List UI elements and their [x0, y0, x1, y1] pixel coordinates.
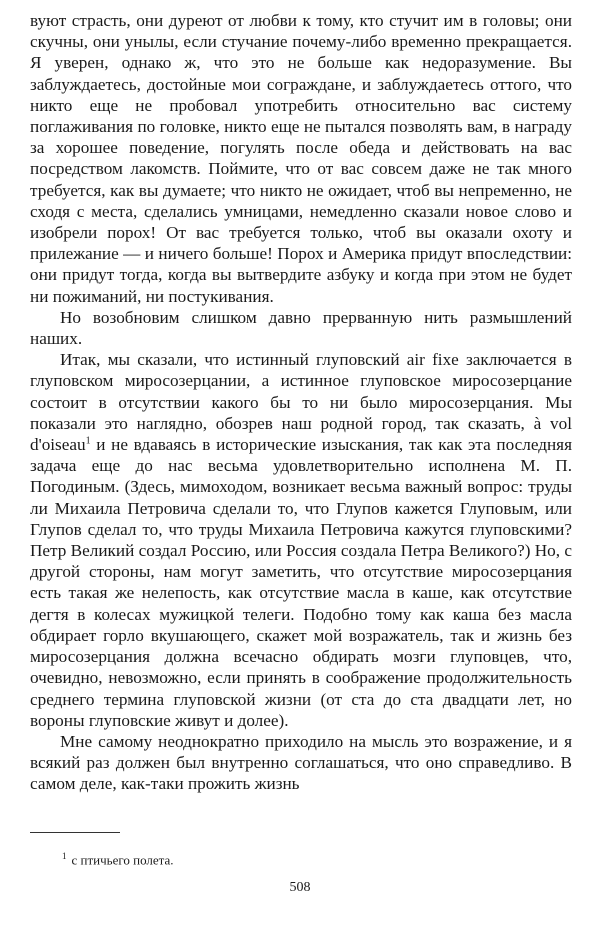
footnote-divider [30, 832, 120, 833]
paragraph-2: Но возобновим слишком давно прерванную нить размышлений наших. [30, 307, 572, 349]
footnote-reference: 1 [85, 435, 91, 447]
paragraph-3-text-start: Итак, мы сказали, что истинный глуповский air fixe заключается в глуповском миросозерцании, а истинное глуповское миросозерцание состоит в отсутствии какого бы то ни было миросозерцания. Мы показали это наглядно, обозрев наш родной город, так сказать, à vol d'oiseau [30, 350, 572, 455]
page-body [30, 10, 572, 795]
footnote-number: 1 [62, 851, 67, 861]
paragraph-3 [30, 349, 572, 731]
footnote [62, 848, 174, 868]
footnote-text: с птичьего полета. [71, 852, 174, 868]
page-number: 508 [289, 880, 311, 895]
paragraph-3-text-end: и не вдаваясь в исторические изыскания, так как эта последняя задача еще до нас весьма удовлетворительно исполнена М. П. Погодиным. (Здесь, мимоходом, возникает весьма важный вопрос: труды ли Михаила Петровича сделали то, что Глупов кажется Глуповым, или Глупов сделал то, что труды Михаила Петровича кажутся глуповскими? Петр Великий создал Россию, или Россия создала Петра Великого?) Но, с другой стороны, нам могут заметить, что отсутствие миросозерцания есть такая же нелепость, как отсутствие масла в каше, как отсутствие дегтя в колесах мужицкой телеги. Подобно тому как каша без масла обдирает горло вкушающего, скажет мой возражатель, так и жизнь без миросозерцания должна всечасно обдирать мозги глуповцев, что, очевидно, невозможно, если принять в соображение продолжительность среднего термина глуповской жизни (от ста до ста двадцати лет, но вороны глуповские живут и долее). [30, 435, 572, 730]
paragraph-1: вуют страсть, они дуреют от любви к тому, кто стучит им в головы; они скучны, они унылы, если стучание почему-либо временно прекращается. Я уверен, однако ж, что это не больше как недоразумение. Вы заблуждаетесь, достойные мои сограждане, и заблуждаетесь оттого, что никто еще не пробовал употребить относительно вас систему поглаживания по головке, никто еще не пытался позволять вам, в награду за хорошее поведение, погулять после обеда и действовать на вас посредством лакомств. Поймите, что от вас совсем даже не так много требуется, как вы думаете; что никто не ожидает, чтоб вы непременно, не сходя с места, сделались умницами, немедленно сказали новое слово и изобрели порох! От вас требуется только, чтоб вы оказали охоту и прилежание — и ничего больше! Порох и Америка придут впоследствии: они придут тогда, когда вы вытвердите азбуку и когда при этом не будет ни пожиманий, ни постукивания. [30, 11, 572, 306]
paragraph-4: Мне самому неоднократно приходило на мысль это возражение, и я всякий раз должен был внутренно соглашаться, что оно справедливо. В самом деле, как-таки прожить жизнь [30, 731, 572, 794]
